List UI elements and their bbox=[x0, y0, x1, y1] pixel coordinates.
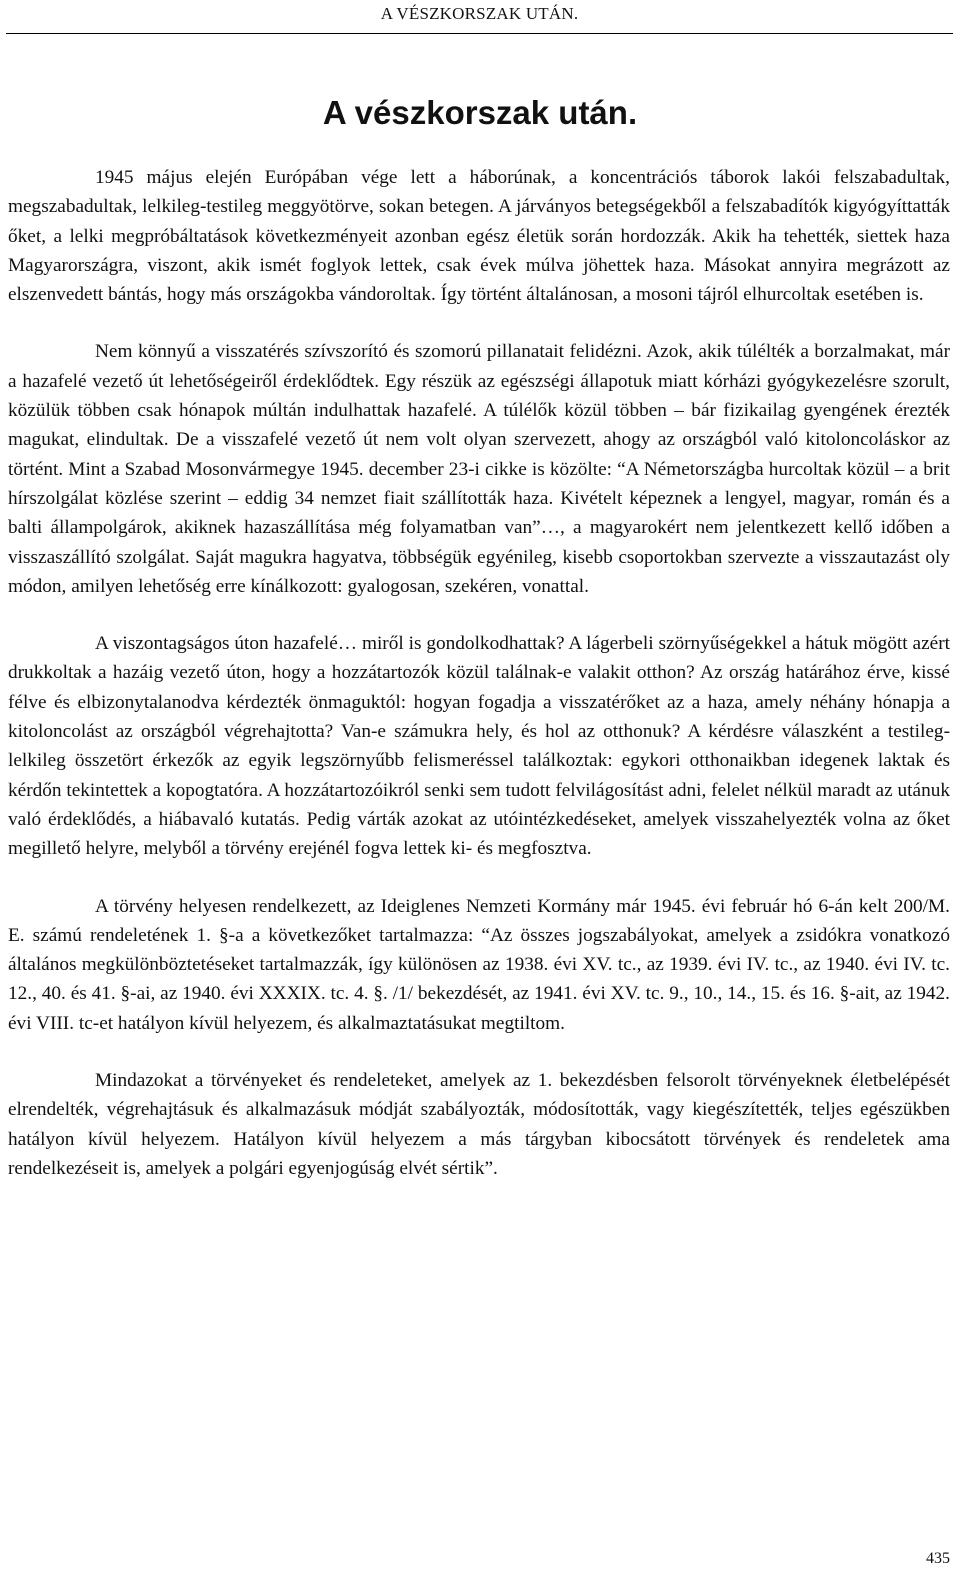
paragraph: A törvény helyesen rendelkezett, az Ideiglenes Nemzeti Kormány már 1945. évi február hó 6-án kelt 200/M. E. számú rendeletének 1. §-a a következőket tartalmazza: “Az összes jogszabályokat, amelyek a zsidókra vonatkozó általános megkülönböztetéseket tartalmazzák, így különösen az 1938. évi XV. tc., az 1939. évi IV. tc., az 1940. évi IV. tc. 12., 40. és 41. §-ai, az 1940. évi XXXIX. tc. 4. §. /1/ bekezdését, az 1941. évi XV. tc. 9., 10., 14., 15. és 16. §-ait, az 1942. évi VIII. tc-et hatályon kívül helyezem, és alkalmaztatásukat megtiltom. bbox=[8, 895, 950, 1034]
paragraph: Mindazokat a törvényeket és rendeleteket, amelyek az 1. bekezdésben felsorolt törvényeknek életbelépését elrendelték, végrehajtásuk és alkalmazásuk módját szabályozták, módosították, vagy kiegészítették, teljes egészükben hatályon kívül helyezem. Hatályon kívül helyezem a más tárgyban kibocsátott törvények és rendeletek ama rendelkezéseit is, amelyek a polgári egyenjogúság elvét sértik”. bbox=[8, 1070, 950, 1179]
page-number: 435 bbox=[926, 1550, 950, 1567]
paragraph: Nem könnyű a visszatérés szívszorító és szomorú pillanatait felidézni. Azok, akik túlélték a borzalmakat, már a hazafelé vezető út lehetőségeiről érdeklődtek. Egy részük az egészségi állapotuk miatt kórházi gyógykezelésre szorult, közülük többen csak hónapok múltán indulhattak hazafelé. A túlélők közül többen – bár fizikailag gyengének érezték magukat, elindultak. De a visszafelé vezető út nem volt olyan szervezett, ahogy az országból való kitoloncoláskor az történt. Mint a Szabad Mosonvármegye 1945. december 23-i cikke is közölte: “A Németországba hurcoltak közül – a brit hírszolgálat közlése szerint – eddig 34 nemzet fiait szállították haza. Kivételt képeznek a lengyel, magyar, román és a balti állampolgárok, akiknek hazaszállítása még folyamatban van”…, a magyarokért nem jelentkezett kellő időben a visszaszállító szolgálat. Saját magukra hagyatva, többségük egyénileg, kisebb csoportokban szervezte a visszautazást oly módon, amilyen lehetőség erre kínálkozott: gyalogosan, szekéren, vonattal. bbox=[8, 341, 950, 597]
running-head: A VÉSZKORSZAK UTÁN. bbox=[6, 3, 953, 34]
paragraph: 1945 május elején Európában vége lett a háborúnak, a koncentrációs táborok lakói felszabadultak, megszabadultak, lelkileg-testileg meggyötörve, sokan betegen. A járványos betegségekből a felszabadítók kigyógyíttatták őket, a lelki megpróbáltatások következményeit azonban egész életük során hordozzák. Akik ha tehették, siettek haza Magyarországra, viszont, akik ismét foglyok lettek, csak évek múlva jöhettek haza. Másokat annyira megrázott az elszenvedett bántás, hogy más országokba vándoroltak. Így történt általánosan, a mosoni tájról elhurcoltak esetében is. bbox=[8, 167, 950, 306]
page-title: A vészkorszak után. bbox=[322, 94, 638, 131]
paragraph: A viszontagságos úton hazafelé… miről is gondolkodhattak? A lágerbeli szörnyűségekkel a hátuk mögött azért drukkoltak a hazáig vezető úton, hogy a hozzátartozók közül találnak-e valakit otthon? Az ország határához érve, kissé félve és elbizonytalanodva kérdezték önmaguktól: hogyan fogadja a visszatérőket az a haza, amely néhány hónapja a kitoloncolást az országból végrehajtotta? Van-e számukra hely, és hol az otthonuk? A kérdésre válaszként a testileg- lelkileg összetört érkezők az egyik legszörnyűbb felismeréssel találkoztak: egykori otthonaikban idegenek laktak és kérdőn tekintettek a kopogtatóra. A hozzátartozóikról senki sem tudott felvilágosítást adni, felelet nélkül maradt az utánuk való érdeklődés, a hiábavaló kutatás. Pedig várták azokat az utóintézkedéseket, amelyek visszahelyezték volna az őket megillető helyre, melyből a törvény erejénél fogva lettek ki- és megfosztva. bbox=[8, 633, 950, 860]
body-text bbox=[8, 163, 950, 1183]
